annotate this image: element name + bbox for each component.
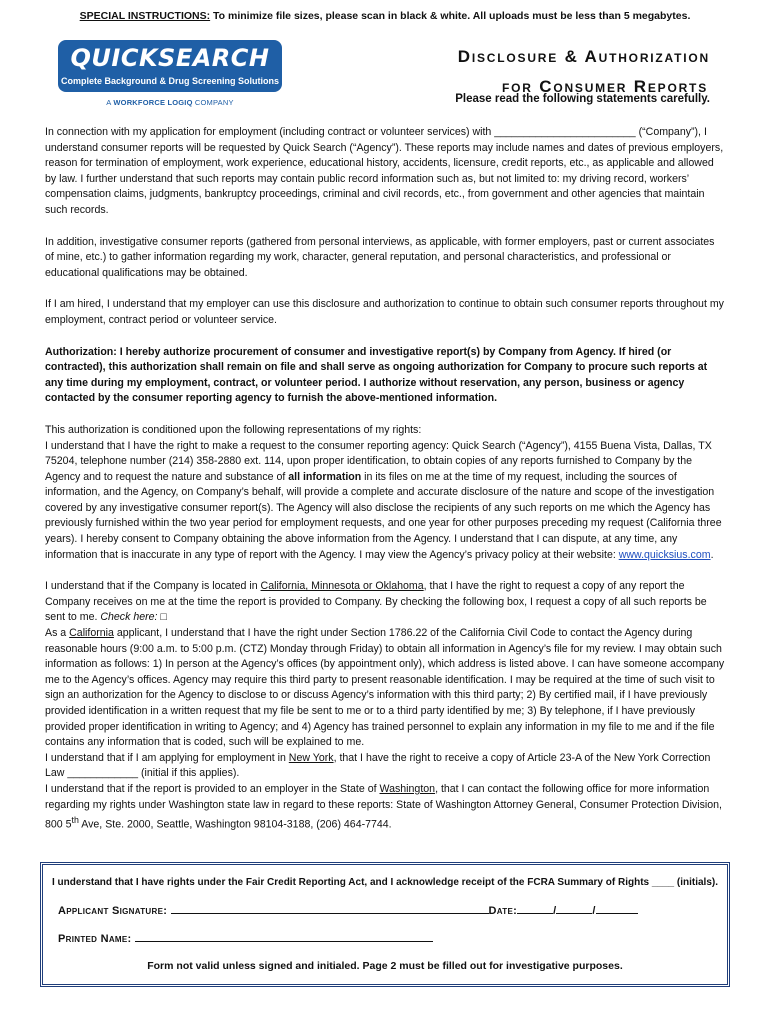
logo-company <box>58 98 282 107</box>
paragraph-consumer-reports: In connection with my application for employment (including contract or volunteer services) with ________________________ (“Company”), I understand consumer reports will be requested by Quick Search (“Agency”). These reports may include names and dates of previous employers, reason for termination of employment, work experience, educational history, accidents, licensure, credit reports, etc., as applicable and allowed by law. I further understand that such reports may contain public record information such as, but not limited to: my driving record, workers’ compensation claims, judgments, bankruptcy proceedings, criminal and civil records, etc., from government and other agencies that maintain such records. <box>45 126 724 216</box>
paragraph-authorization <box>45 345 725 407</box>
quicksearch-logo <box>58 40 282 107</box>
paragraph-new-york <box>45 751 725 782</box>
instructions-label: SPECIAL INSTRUCTIONS: <box>79 10 211 22</box>
logo-name: QUICKSEARCH <box>70 44 270 72</box>
date-month-field[interactable] <box>517 903 553 914</box>
check-here-label: Check here: <box>100 611 158 624</box>
special-instructions <box>0 10 770 22</box>
fcra-acknowledgement: I understand that I have rights under the Fair Credit Reporting Act, and I acknowledge receipt of the FCRA Summary of Rights ____ (initials). <box>51 877 719 888</box>
document-body <box>45 125 725 833</box>
company-suffix: COMPANY <box>192 98 234 107</box>
washington-c: Ave, Ste. 2000, Seattle, Washington 98104-3188, (206) 464-7744. <box>78 818 392 831</box>
california-a: As a <box>45 627 70 640</box>
state-copy-b: , that I have the right to request a copy of any report the Company receives on me at the time the report is provided to Company. By checking the following box, I request a copy of all such reports be sent to me. <box>45 580 707 624</box>
new-york-state: New York <box>288 751 334 764</box>
printed-name-row <box>58 931 433 945</box>
signature-box <box>40 862 730 987</box>
state-list: California, Minnesota or Oklahoma <box>260 580 424 593</box>
date-day-field[interactable] <box>556 903 592 914</box>
date-year-field[interactable] <box>596 903 638 914</box>
logo-badge <box>58 40 282 92</box>
paragraph-california <box>45 626 725 751</box>
washington-sup: th <box>71 815 79 826</box>
logo-tagline: Complete Background & Drug Screening Solutions <box>60 76 280 86</box>
new-york-a: I understand that if I am applying for employment in <box>45 751 289 764</box>
company-name: WORKFORCE LOGIQ <box>113 98 193 107</box>
paragraph-washington <box>45 782 725 833</box>
paragraph-agency-rights <box>45 439 725 564</box>
signature-row <box>58 903 638 917</box>
date-label: Date: <box>488 905 518 917</box>
title-line-1: Disclosure & Authorization <box>457 47 710 66</box>
signature-field[interactable] <box>171 903 489 914</box>
all-information-bold: all information <box>288 470 362 483</box>
title-line-2: for Consumer Reports <box>501 77 708 96</box>
document-subtitle: Please read the following statements carefully. <box>455 93 710 105</box>
state-copy-a: I understand that if the Company is located in <box>45 580 261 593</box>
printed-name-label: Printed Name: <box>58 933 132 945</box>
paragraph-state-copy <box>45 579 725 626</box>
paragraph-rights-intro: This authorization is conditioned upon the following representations of my rights: <box>45 423 422 436</box>
instructions-text: To minimize file sizes, please scan in black & white. All uploads must be less than 5 megabytes. <box>210 10 691 22</box>
washington-a: I understand that if the report is provided to an employer in the State of <box>45 782 380 795</box>
signature-label: Applicant Signature: <box>58 905 168 917</box>
date-separator-2: / <box>592 905 596 917</box>
company-prefix: A <box>106 98 114 107</box>
california-state: California <box>69 627 114 640</box>
paragraph-employment-continuation: If I am hired, I understand that my employer can use this disclosure and authorization to continue to obtain such consumer reports throughout my employment, contract period or volunteer service. <box>45 298 724 326</box>
washington-state: Washington <box>379 782 436 795</box>
printed-name-field[interactable] <box>135 931 433 942</box>
washington-b: , that I can contact the following office for more information regarding my rights under Washington state law in regard to these reports: State of Washington Attorney General, Consumer Protection Division, 800 5 <box>45 782 722 831</box>
california-b: applicant, I understand that I have the right under Section 1786.22 of the California Civil Code to contact the Agency during reasonable hours (9:00 a.m. to 5:00 p.m. (CTZ) Monday through Friday) to obtain all information in Agency’s file for my review. I may obtain such information as follows: 1) In person at the Agency’s offices (by appointment only), which address is listed above. I can have someone accompany me to the Agency’s offices. Agency may require this third party to present reasonable identification. I may be required at the time of such visit to sign an authorization for the Agency to disclose to or discuss Agency’s information with this third party; 2) By certified mail, if I have previously provided identification in a written request that my file be sent to me or to a third party identified by me; 3) By telephone, if I have previously provided proper identification in writing to Agency; and 4) Agency has trained personnel to explain any information in my file to me and if the file contains any information that is coded, such will be explained to me. <box>45 627 725 749</box>
request-copy-checkbox[interactable]: □ <box>157 611 167 624</box>
new-york-b: , that I have the right to receive a copy of Article 23-A of the New York Correction Law ____________ (initial if this applies). <box>45 751 711 780</box>
agency-rights-b: in its files on me at the time of my request, including the sources of information, and the Agency, on Company’s behalf, will provide a complete and accurate disclosure of the nature and scope of the investigation covered by any investigative consumer report(s). The Agency will also disclose the recipients of any such reports on me which the Agency has previously furnished within the two year period for employment requests, and one year for other purposes preceding my request (California three years). I hereby consent to Company obtaining the above information from the Agency. I understand that I can dispute, at any time, any information that is inaccurate in any type of report with the Agency. I may view the Agency’s privacy policy at their website: <box>45 470 722 561</box>
date-separator-1: / <box>553 905 557 917</box>
form-validity-note: Form not valid unless signed and initialed. Page 2 must be filled out for investigative purposes. <box>147 960 623 972</box>
agency-rights-a: I understand that I have the right to make a request to the consumer reporting agency: Quick Search (“Agency”), 4155 Buena Vista, Dallas, TX 75204, telephone number (214) 358-2880 ext. 114, upon proper identification, to obtain copies of any reports furnished to Company by the Agency and to request the nature and substance of <box>45 439 712 483</box>
paragraph-investigative-reports: In addition, investigative consumer reports (gathered from personal interviews, as applicable, with former employers, past or current associates of mine, etc.) to gather information regarding my work, character, general reputation, and personal characteristics, and professional or educational qualifications may be obtained. <box>45 235 715 279</box>
privacy-policy-link[interactable]: www.quicksius.com <box>618 548 711 561</box>
authorization-text: Authorization: I hereby authorize procurement of consumer and investigative report(s) by Company from Agency. If hired (or contracted), this authorization shall remain on file and shall serve as ongoing authorization for Company to procure such reports at any time during my employment, contract, or volunteer period. I authorize without reservation, any person, business or agency contacted by the consumer reporting agency to furnish the above-mentioned information. <box>45 345 708 405</box>
agency-rights-end: . <box>710 548 714 561</box>
